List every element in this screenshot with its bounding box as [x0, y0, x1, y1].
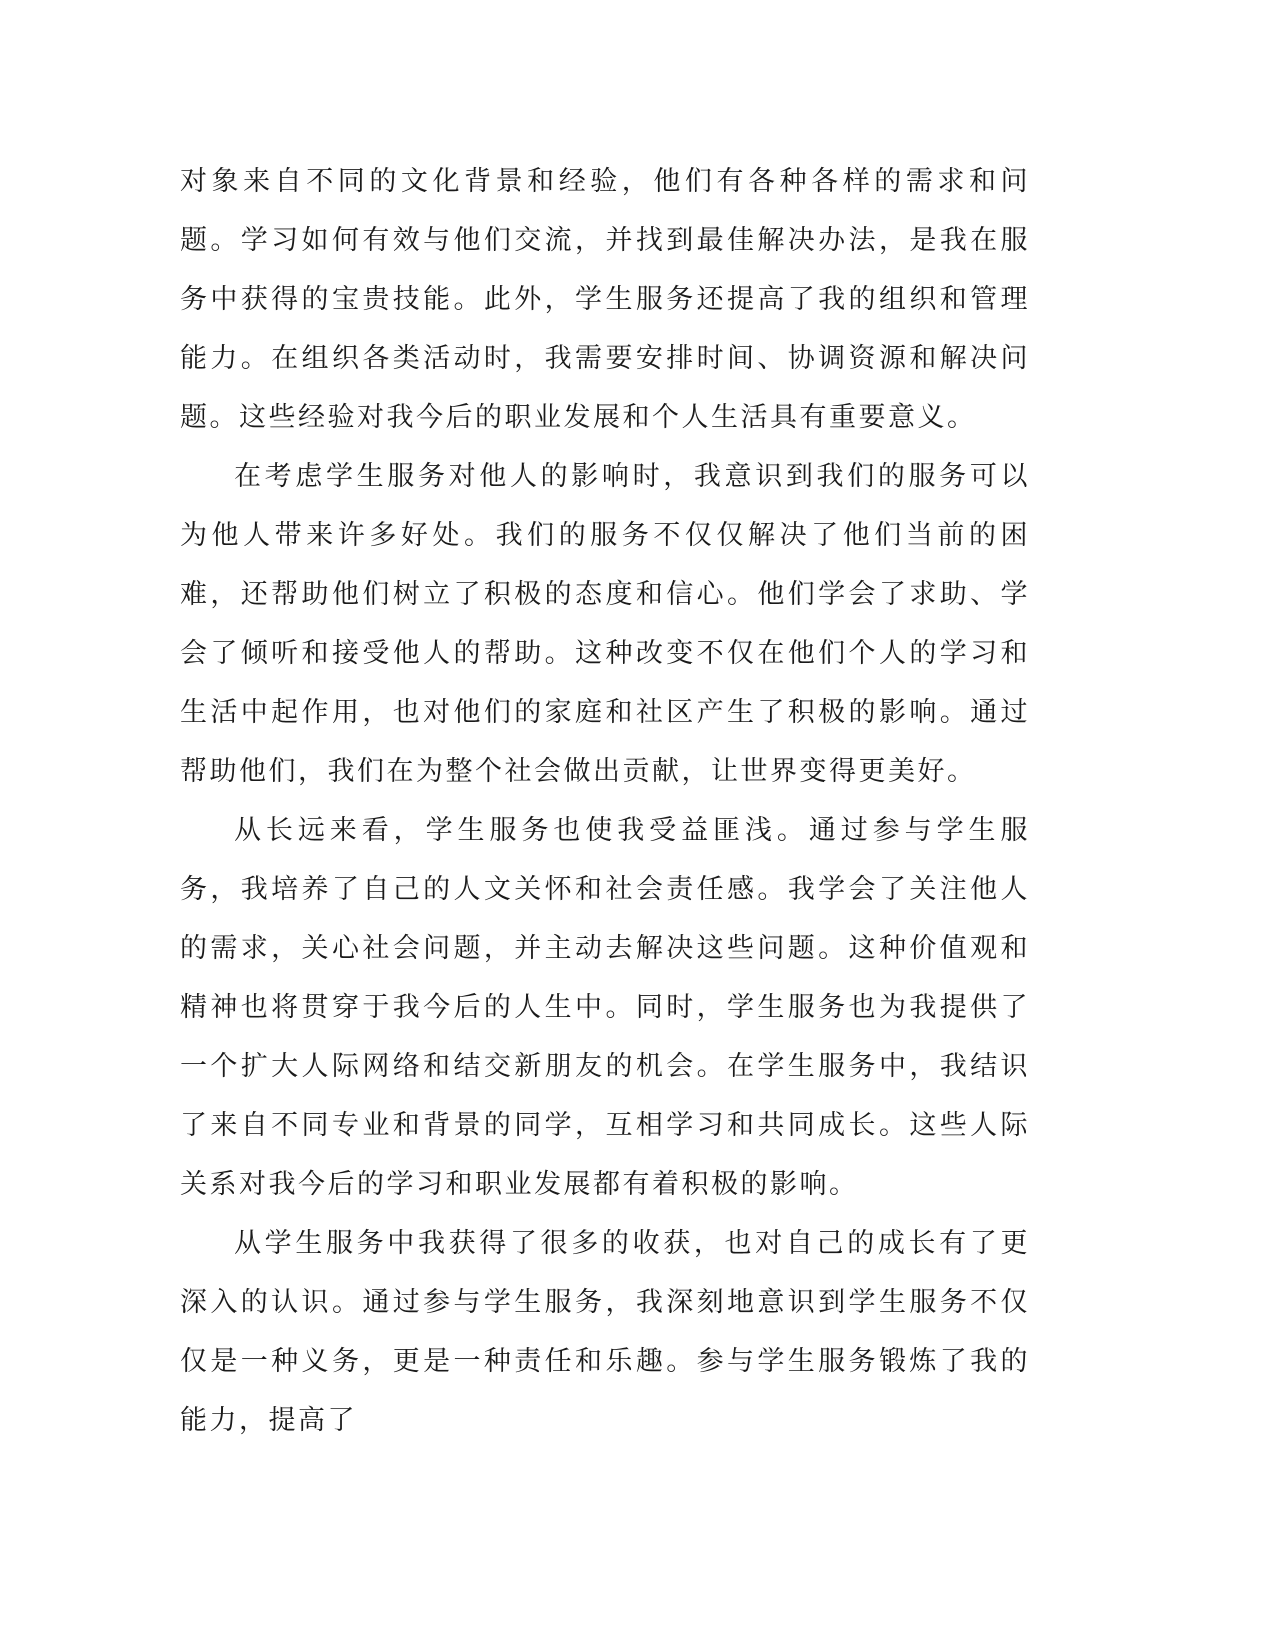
body-text [180, 152, 1030, 1450]
paragraph-impact-on-others: 在考虑学生服务对他人的影响时，我意识到我们的服务可以为他人带来许多好处。我们的服务不仅仅解决了他们当前的困难，还帮助他们树立了积极的态度和信心。他们学会了求助、学会了倾听和接受他人的帮助。这种改变不仅在他们个人的学习和生活中起作用，也对他们的家庭和社区产生了积极的影响。通过帮助他们，我们在为整个社会做出贡献，让世界变得更美好。 [180, 461, 1030, 787]
paragraph-conclusion: 从学生服务中我获得了很多的收获，也对自己的成长有了更深入的认识。通过参与学生服务，我深刻地意识到学生服务不仅仅是一种义务，更是一种责任和乐趣。参与学生服务锻炼了我的能力，提高了 [180, 1228, 1030, 1436]
paragraph-long-term-benefits: 从长远来看，学生服务也使我受益匪浅。通过参与学生服务，我培养了自己的人文关怀和社会责任感。我学会了关注他人的需求，关心社会问题，并主动去解决这些问题。这种价值观和精神也将贯穿于我今后的人生中。同时，学生服务也为我提供了一个扩大人际网络和结交新朋友的机会。在学生服务中，我结识了来自不同专业和背景的同学，互相学习和共同成长。这些人际关系对我今后的学习和职业发展都有着积极的影响。 [180, 815, 1030, 1200]
paragraph-continuation: 对象来自不同的文化背景和经验，他们有各种各样的需求和问题。学习如何有效与他们交流，并找到最佳解决办法，是我在服务中获得的宝贵技能。此外，学生服务还提高了我的组织和管理能力。在组织各类活动时，我需要安排时间、协调资源和解决问题。这些经验对我今后的职业发展和个人生活具有重要意义。 [180, 166, 1030, 433]
